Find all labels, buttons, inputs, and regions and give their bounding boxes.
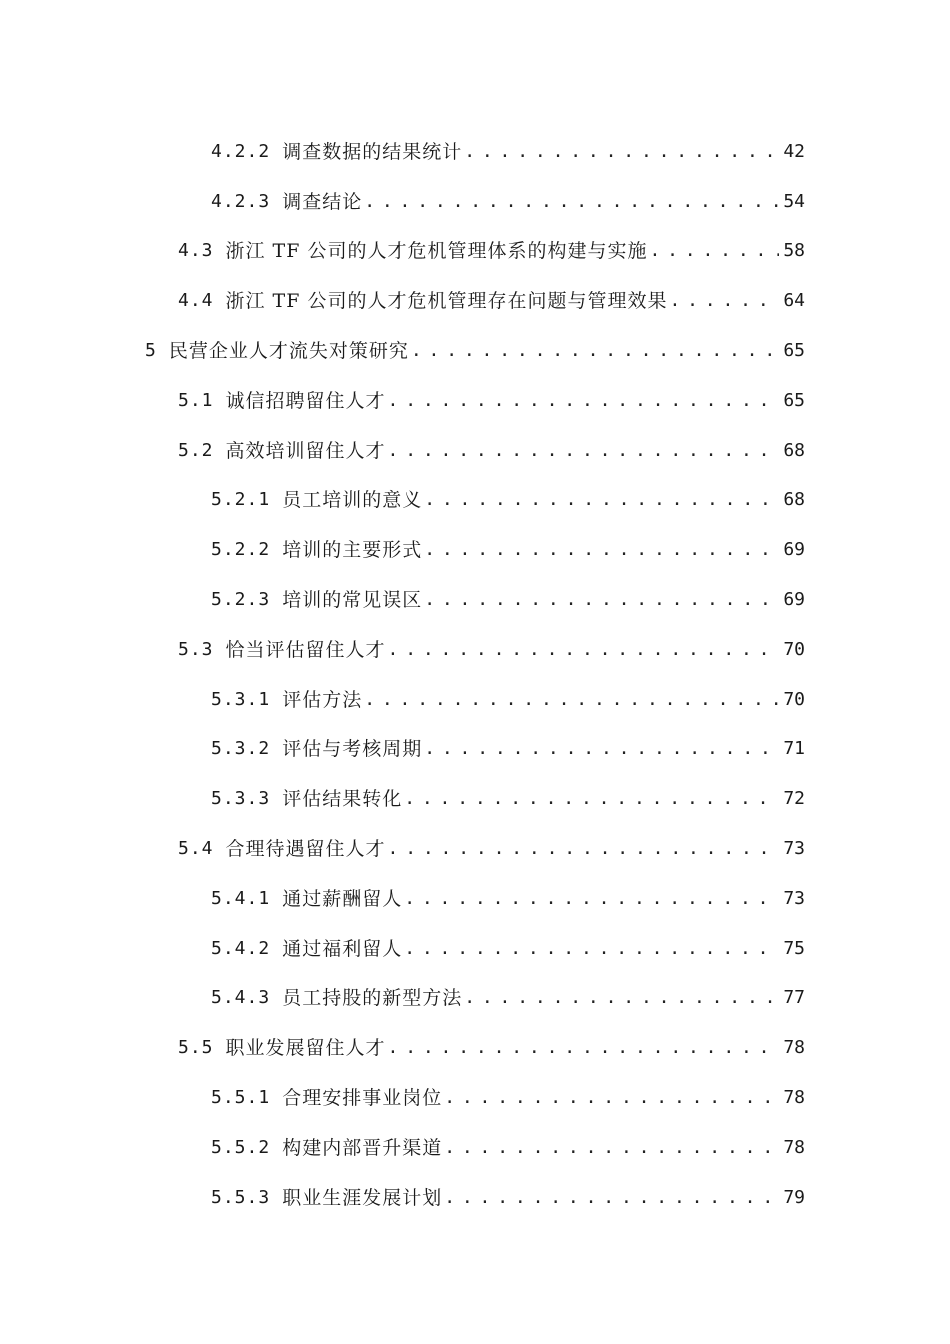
toc-entry-title: 合理安排事业岗位 [282, 1087, 443, 1110]
toc-dot-leader [424, 736, 779, 762]
toc-entry-number: 5.4.1 [211, 887, 271, 909]
toc-dot-leader [669, 288, 779, 314]
toc-entry-number: 5.5.2 [211, 1136, 271, 1158]
toc-entry-title: 恰当评估留住人才 [225, 638, 386, 661]
toc-dot-leader [404, 936, 779, 962]
toc-entry[interactable] [0, 924, 950, 974]
toc-entry-number: 4.3 [178, 240, 214, 262]
toc-entry-title: 构建内部晋升渠道 [282, 1136, 443, 1159]
toc-entry-title: 调查结论 [282, 190, 363, 213]
toc-entry-title: 浙江 TF 公司的人才危机管理体系的构建与实施 [225, 240, 648, 263]
toc-entry-page: 65 [783, 340, 805, 362]
toc-entry-page: 68 [783, 439, 805, 461]
toc-entry[interactable] [0, 127, 950, 177]
toc-entry-page: 73 [783, 887, 805, 909]
toc-entry-title: 培训的主要形式 [282, 539, 423, 562]
toc-entry-title: 浙江 TF 公司的人才危机管理存在问题与管理效果 [225, 290, 668, 313]
toc-dot-leader [388, 637, 780, 663]
toc-entry-page: 68 [783, 489, 805, 511]
toc-entry-title: 诚信招聘留住人才 [225, 389, 386, 412]
toc-entry-page: 70 [783, 638, 805, 660]
toc-dot-leader [424, 537, 779, 563]
toc-entry-number: 5.2.2 [211, 539, 271, 561]
toc-entry-page: 70 [783, 688, 805, 710]
toc-entry-number: 5.2.3 [211, 589, 271, 611]
toc-dot-leader [388, 836, 780, 862]
toc-entry-page: 58 [783, 240, 805, 262]
toc-entry-page: 77 [783, 987, 805, 1009]
toc-entry-title: 调查数据的结果统计 [282, 140, 463, 163]
table-of-contents [0, 127, 950, 1223]
toc-entry[interactable] [0, 774, 950, 824]
toc-entry-page: 54 [783, 190, 805, 212]
toc-dot-leader [424, 487, 779, 513]
toc-entry-title: 员工持股的新型方法 [282, 987, 463, 1010]
toc-dot-leader [464, 139, 779, 165]
toc-entry[interactable] [0, 476, 950, 526]
toc-entry-title: 通过福利留人 [282, 937, 403, 960]
toc-entry-title: 培训的常见误区 [282, 589, 423, 612]
toc-entry-number: 5.1 [178, 389, 214, 411]
toc-entry[interactable] [0, 227, 950, 277]
toc-entry[interactable] [0, 276, 950, 326]
toc-entry-title: 通过薪酬留人 [282, 887, 403, 910]
toc-entry-number: 5.3.3 [211, 788, 271, 810]
toc-entry-number: 5 [145, 340, 157, 362]
toc-entry-number: 5.2.1 [211, 489, 271, 511]
toc-entry-page: 79 [783, 1186, 805, 1208]
toc-dot-leader [404, 786, 779, 812]
toc-entry[interactable] [0, 675, 950, 725]
toc-entry-title: 高效培训留住人才 [225, 439, 386, 462]
toc-entry[interactable] [0, 1073, 950, 1123]
toc-entry[interactable] [0, 974, 950, 1024]
toc-entry-page: 73 [783, 838, 805, 860]
toc-entry[interactable] [0, 575, 950, 625]
toc-dot-leader [444, 1135, 779, 1161]
toc-entry-number: 5.5 [178, 1037, 214, 1059]
toc-entry-number: 5.4 [178, 838, 214, 860]
toc-entry-number: 5.3.2 [211, 738, 271, 760]
toc-entry-title: 职业发展留住人才 [225, 1037, 386, 1060]
toc-entry-page: 42 [783, 140, 805, 162]
toc-entry-page: 69 [783, 589, 805, 611]
toc-entry[interactable] [0, 426, 950, 476]
toc-entry-page: 69 [783, 539, 805, 561]
toc-entry-number: 5.4.3 [211, 987, 271, 1009]
toc-entry[interactable] [0, 874, 950, 924]
toc-entry[interactable] [0, 525, 950, 575]
toc-dot-leader [388, 1035, 780, 1061]
toc-entry-number: 5.2 [178, 439, 214, 461]
toc-entry[interactable] [0, 326, 950, 376]
toc-entry-page: 78 [783, 1087, 805, 1109]
toc-dot-leader [404, 886, 779, 912]
toc-dot-leader [411, 338, 779, 364]
toc-entry-title: 职业生涯发展计划 [282, 1186, 443, 1209]
toc-entry-number: 5.3 [178, 638, 214, 660]
toc-entry-page: 72 [783, 788, 805, 810]
toc-entry-title: 评估方法 [282, 688, 363, 711]
toc-entry[interactable] [0, 1173, 950, 1223]
toc-entry-page: 75 [783, 937, 805, 959]
toc-entry[interactable] [0, 824, 950, 874]
toc-dot-leader [464, 985, 779, 1011]
toc-entry-number: 4.2.3 [211, 190, 271, 212]
toc-entry-number: 4.4 [178, 290, 214, 312]
toc-entry-page: 71 [783, 738, 805, 760]
toc-entry[interactable] [0, 177, 950, 227]
toc-entry-number: 5.5.3 [211, 1186, 271, 1208]
toc-entry-page: 78 [783, 1136, 805, 1158]
toc-entry-number: 5.4.2 [211, 937, 271, 959]
toc-dot-leader [364, 189, 779, 215]
toc-entry[interactable] [0, 1123, 950, 1173]
toc-entry-title: 民营企业人才流失对策研究 [168, 340, 409, 363]
toc-entry-title: 员工培训的意义 [282, 489, 423, 512]
toc-entry-number: 4.2.2 [211, 140, 271, 162]
toc-entry-number: 5.3.1 [211, 688, 271, 710]
toc-entry-page: 78 [783, 1037, 805, 1059]
toc-entry[interactable] [0, 376, 950, 426]
toc-entry[interactable] [0, 1023, 950, 1073]
toc-dot-leader [649, 238, 779, 264]
toc-dot-leader [388, 438, 780, 464]
toc-entry-title: 合理待遇留住人才 [225, 838, 386, 861]
toc-dot-leader [444, 1185, 779, 1211]
toc-entry-number: 5.5.1 [211, 1087, 271, 1109]
toc-entry[interactable] [0, 725, 950, 775]
toc-entry-title: 评估结果转化 [282, 788, 403, 811]
toc-entry-title: 评估与考核周期 [282, 738, 423, 761]
toc-entry-page: 64 [783, 290, 805, 312]
toc-dot-leader [364, 687, 779, 713]
toc-dot-leader [444, 1085, 779, 1111]
toc-dot-leader [388, 388, 780, 414]
toc-entry-page: 65 [783, 389, 805, 411]
toc-entry[interactable] [0, 625, 950, 675]
toc-dot-leader [424, 587, 779, 613]
